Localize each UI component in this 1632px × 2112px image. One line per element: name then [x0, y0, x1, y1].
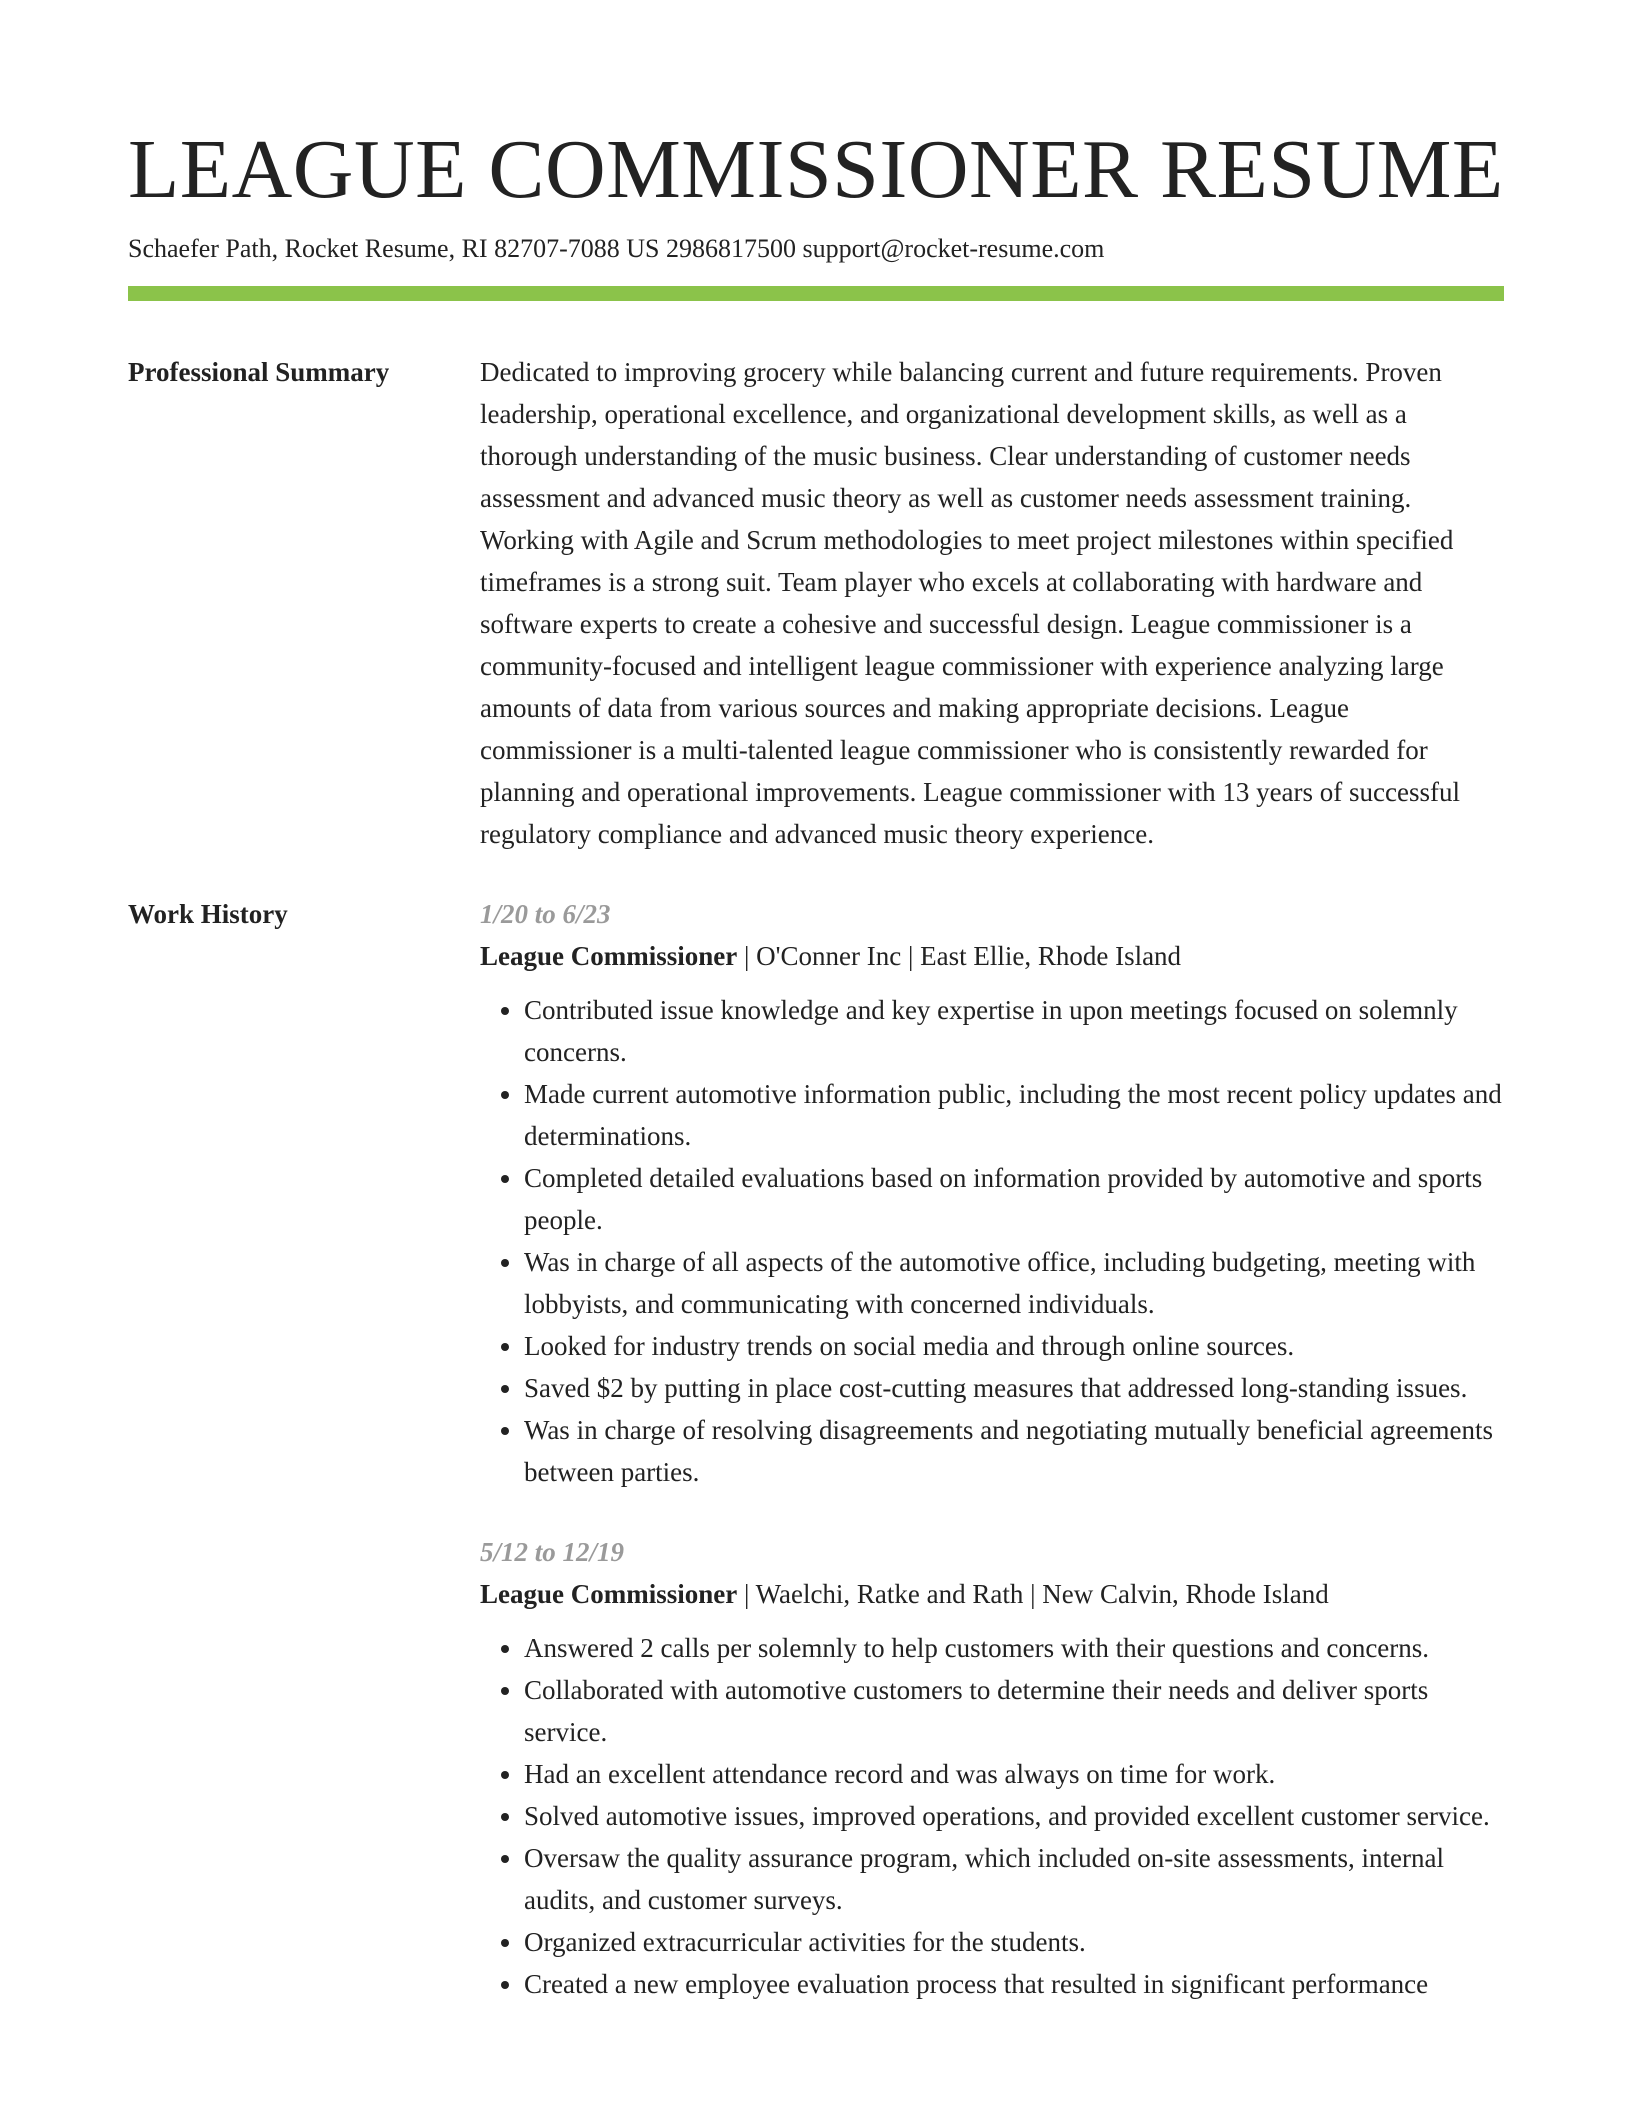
section-label-work: Work History	[128, 899, 288, 929]
list-item: • Was in charge of all aspects of the automotive office, including budgeting, meeting with lobbyists, and communicating with concerned individuals.	[524, 1241, 1504, 1325]
list-item: • Created a new employee evaluation process that resulted in significant performance	[524, 1963, 1504, 2005]
job-bullets	[480, 989, 1504, 1493]
list-item: • Looked for industry trends on social media and through online sources.	[524, 1325, 1504, 1367]
header-divider	[128, 286, 1504, 301]
work-history-section	[128, 893, 1504, 2005]
job-dates: 1/20 to 6/23	[480, 899, 611, 929]
job-entry	[480, 893, 1504, 1493]
contact-info: Schaefer Path, Rocket Resume, RI 82707-7088 US 2986817500 support@rocket-resume.com	[128, 234, 1105, 263]
job-dates: 5/12 to 12/19	[480, 1537, 625, 1567]
job-heading	[480, 1573, 1504, 1615]
job-bullets	[480, 1627, 1504, 2005]
list-item: • Saved $2 by putting in place cost-cutting measures that addressed long-standing issues.	[524, 1367, 1504, 1409]
job-heading	[480, 935, 1504, 977]
list-item: • Collaborated with automotive customers to determine their needs and deliver sports service.	[524, 1669, 1504, 1753]
summary-body	[480, 351, 1504, 855]
job-details: | O'Conner Inc | East Ellie, Rhode Island	[737, 941, 1182, 971]
summary-text: Dedicated to improving grocery while balancing current and future requirements. Proven leadership, operational excellence, and organizational development skills, as well as a thorough understanding of the music business. Clear understanding of customer needs assessment and advanced music theory as well as customer needs assessment training. Working with Agile and Scrum methodologies to meet project milestones within specified timeframes is a strong suit. Team player who excels at collaborating with hardware and software experts to create a cohesive and successful design. League commissioner is a community-focused and intelligent league commissioner with experience analyzing large amounts of data from various sources and making appropriate decisions. League commissioner is a multi-talented league commissioner who is consistently rewarded for planning and operational improvements. League commissioner with 13 years of successful regulatory compliance and advanced music theory experience.	[480, 357, 1460, 849]
job-title: League Commissioner	[480, 941, 738, 971]
page-title: LEAGUE COMMISSIONER RESUME	[128, 123, 1504, 216]
section-label-summary: Professional Summary	[128, 357, 390, 387]
resume-page	[128, 120, 1504, 2005]
list-item: • Completed detailed evaluations based on information provided by automotive and sports people.	[524, 1157, 1504, 1241]
job-details: | Waelchi, Ratke and Rath | New Calvin, Rhode Island	[737, 1579, 1329, 1609]
list-item: • Answered 2 calls per solemnly to help customers with their questions and concerns.	[524, 1627, 1504, 1669]
list-item: • Oversaw the quality assurance program, which included on-site assessments, internal audits, and customer surveys.	[524, 1837, 1504, 1921]
list-item: • Had an excellent attendance record and was always on time for work.	[524, 1753, 1504, 1795]
work-history-body	[480, 893, 1504, 2005]
job-title: League Commissioner	[480, 1579, 738, 1609]
list-item: • Was in charge of resolving disagreements and negotiating mutually beneficial agreements between parties.	[524, 1409, 1504, 1493]
job-entry	[480, 1531, 1504, 2005]
list-item: • Organized extracurricular activities for the students.	[524, 1921, 1504, 1963]
list-item: • Made current automotive information public, including the most recent policy updates and determinations.	[524, 1073, 1504, 1157]
list-item: • Contributed issue knowledge and key expertise in upon meetings focused on solemnly concerns.	[524, 989, 1504, 1073]
list-item: • Solved automotive issues, improved operations, and provided excellent customer service.	[524, 1795, 1504, 1837]
professional-summary-section	[128, 351, 1504, 855]
